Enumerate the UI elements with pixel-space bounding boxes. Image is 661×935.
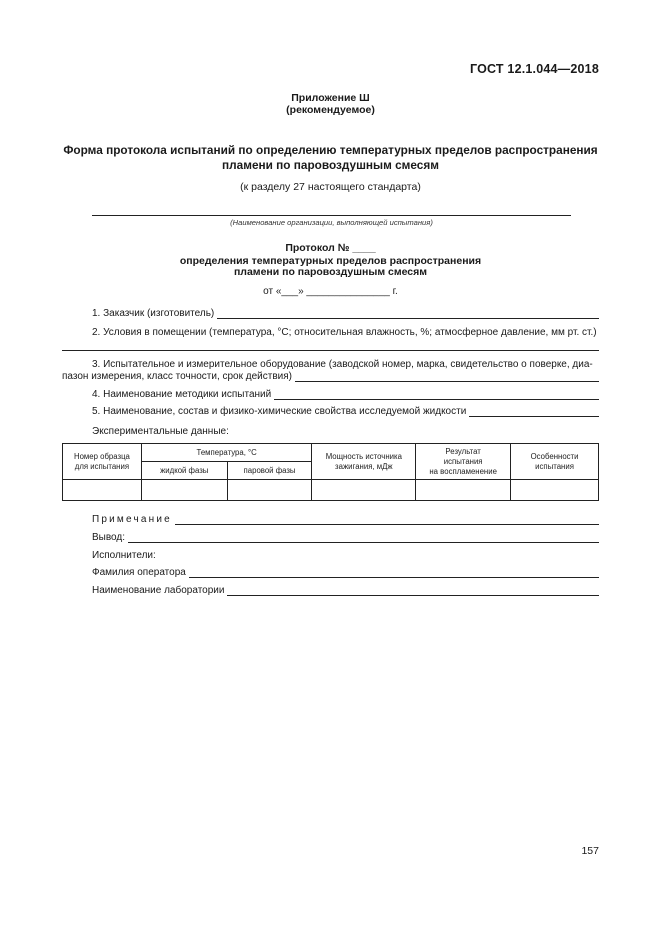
header-ignition-result-line3: на воспламенение [429,466,497,476]
header-test-features [511,444,599,480]
liquid-field[interactable] [469,406,599,417]
appendix-title: Приложение Ш [291,92,370,104]
methods-label: 4. Наименование методики испытаний [92,389,272,400]
protocol-subject-line2: пламени по паровоздушным смесям [233,266,428,278]
laboratory-row [92,585,599,596]
equipment-row [62,371,599,382]
operator-field[interactable] [189,567,599,578]
appendix-subtitle: (рекомендуемое) [286,104,375,116]
cell-liquid-phase[interactable] [141,480,227,501]
methods-field[interactable] [274,389,599,400]
header-ignition-result-line2: испытания [443,456,483,466]
form-reference: (к разделу 27 настоящего стандарта) [240,181,421,193]
header-ignition-power-line2: зажигания, мДж [335,461,393,471]
cell-test-features[interactable] [511,480,599,501]
header-temperature: Температура, °С [141,444,312,462]
protocol-subject-line1: определения температурных пределов распространения [179,255,482,267]
table-row [63,480,599,501]
customer-row [92,308,599,319]
operator-row [92,567,599,578]
header-sample-number-line2: для испытания [74,461,130,471]
customer-field[interactable] [217,308,599,319]
header-test-features-line2: испытания [535,461,574,471]
protocol-number: Протокол № ____ [285,242,376,254]
experimental-data-label: Экспериментальные данные: [92,426,229,437]
note-label: Примечание [92,514,172,525]
conclusion-field[interactable] [128,532,599,543]
note-field[interactable] [175,514,599,525]
header-liquid-phase: жидкой фазы [141,462,227,480]
performers-label: Исполнители: [92,550,156,561]
equipment-label-line2: пазон измерения, класс точности, срок действия) [62,371,292,382]
header-ignition-power-line1: Мощность источника [325,451,402,461]
header-ignition-result-line1: Результат [445,446,481,456]
form-title-line2: пламени по паровоздушным смесям [222,158,439,172]
form-title-line1: Форма протокола испытаний по определению температурных пределов распространения [63,143,598,157]
laboratory-field[interactable] [227,585,599,596]
header-ignition-result [416,444,511,480]
header-test-features-line1: Особенности [530,451,579,461]
laboratory-label: Наименование лаборатории [92,585,225,596]
operator-label: Фамилия оператора [92,567,186,578]
equipment-label-line1: 3. Испытательное и измерительное оборудование (заводской номер, марка, свидетельство о поверке, диа- [92,359,593,370]
customer-label: 1. Заказчик (изготовитель) [92,308,215,319]
header-sample-number [63,444,142,480]
organization-caption: (Наименование организации, выполняющей испытания) [230,218,433,227]
experimental-data-table [62,443,599,501]
document-code: ГОСТ 12.1.044—2018 [469,62,599,76]
form-title [0,143,661,173]
header-ignition-power [312,444,416,480]
organization-field-line[interactable] [92,215,571,216]
liquid-label: 5. Наименование, состав и физико-химические свойства исследуемой жидкости [92,406,467,417]
equipment-field[interactable] [295,371,599,382]
conditions-label: 2. Условия в помещении (температура, °С; относительная влажность, %; атмосферное давление, мм рт. ст.) [92,327,597,338]
page-number: 157 [581,845,599,857]
liquid-row [92,406,599,417]
cell-sample-number[interactable] [63,480,142,501]
header-sample-number-line1: Номер образца [73,451,130,461]
cell-vapor-phase[interactable] [227,480,312,501]
conclusion-label: Вывод: [92,532,126,543]
conditions-field[interactable] [62,350,599,351]
protocol-date: от «___» _______________ г. [263,286,398,297]
methods-row [92,389,599,400]
cell-ignition-power[interactable] [312,480,416,501]
cell-ignition-result[interactable] [416,480,511,501]
conclusion-row [92,532,599,543]
note-row [92,514,599,525]
header-vapor-phase: паровой фазы [227,462,312,480]
